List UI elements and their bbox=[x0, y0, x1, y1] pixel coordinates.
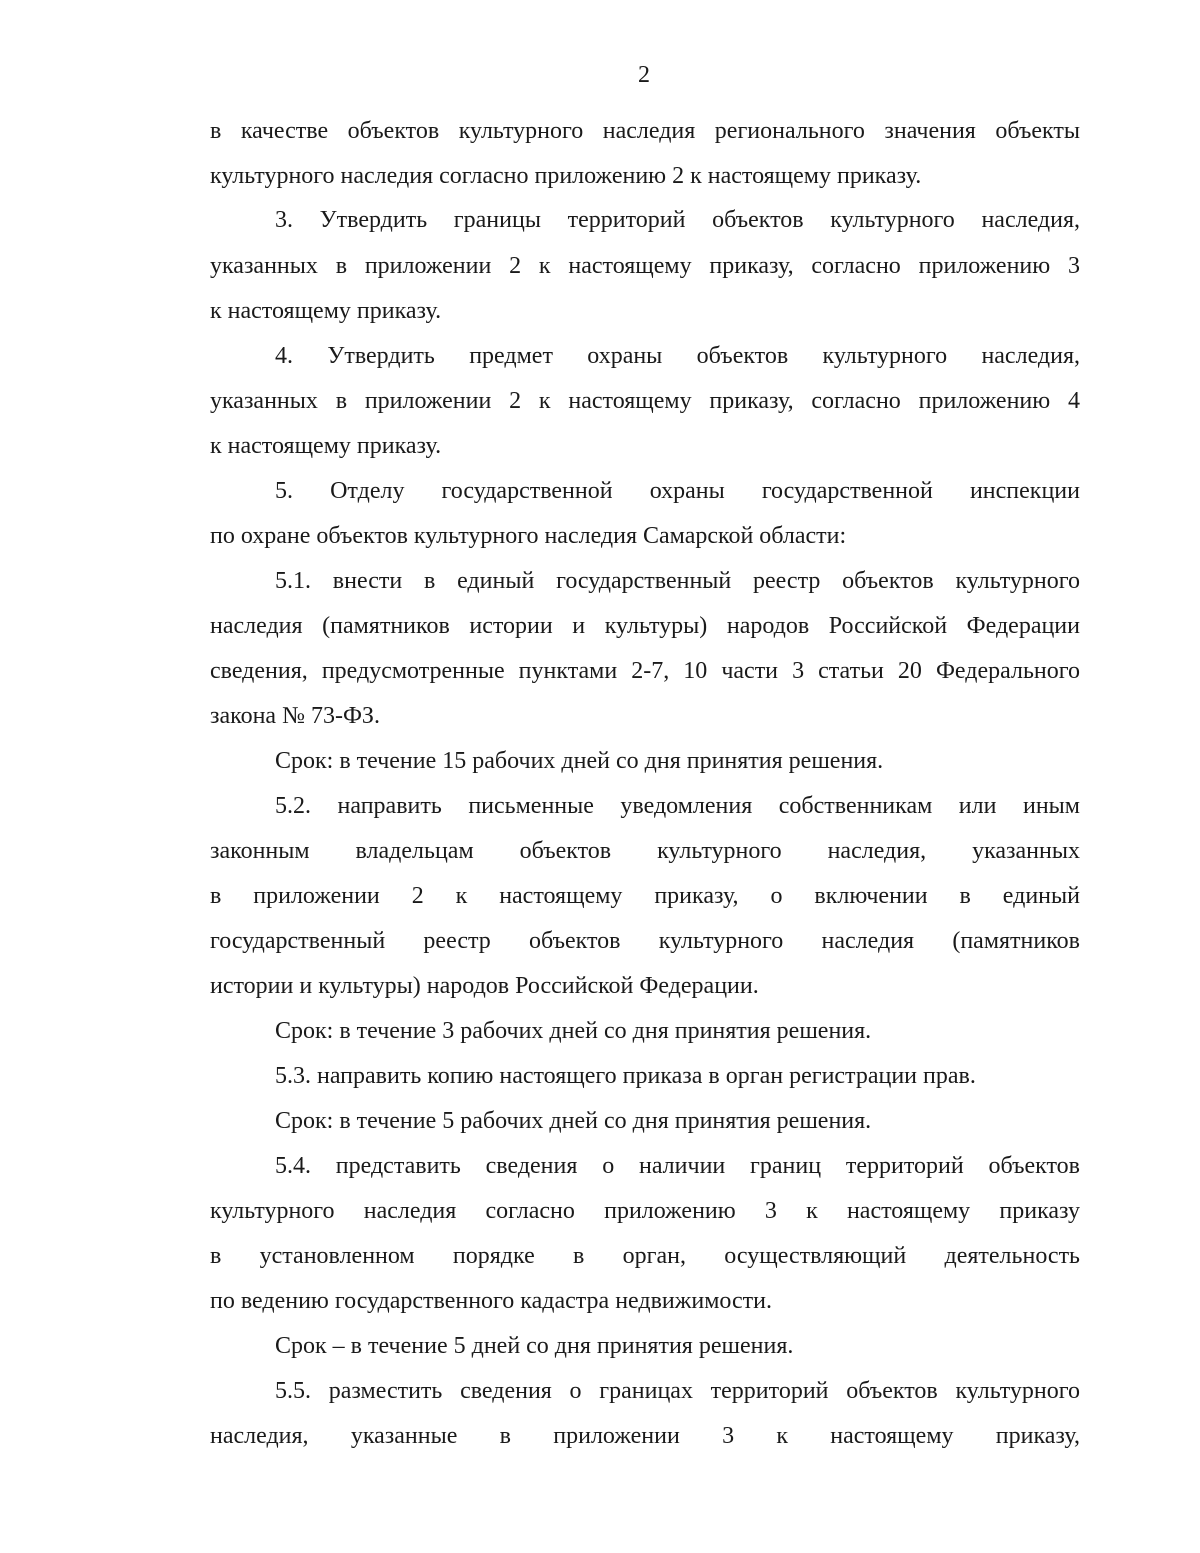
text-line: 3. Утвердить границы территорий объектов культурного наследия, bbox=[275, 207, 1080, 233]
text-line: Срок: в течение 3 рабочих дней со дня принятия решения. bbox=[275, 1018, 872, 1044]
text-line: государственный реестр объектов культурного наследия (памятников bbox=[210, 928, 1080, 954]
text-line: 5.4. представить сведения о наличии границ территорий объектов bbox=[275, 1153, 1080, 1179]
text-line: наследия, указанные в приложении 3 к настоящему приказу, bbox=[210, 1423, 1080, 1449]
text-line: культурного наследия согласно приложению 3 к настоящему приказу bbox=[210, 1198, 1080, 1224]
text-line: в качестве объектов культурного наследия регионального значения объекты bbox=[210, 118, 1080, 144]
text-line: по охране объектов культурного наследия Самарской области: bbox=[210, 523, 847, 549]
text-line: 4. Утвердить предмет охраны объектов культурного наследия, bbox=[275, 343, 1080, 369]
text-line: 5. Отделу государственной охраны государственной инспекции bbox=[275, 478, 1080, 504]
text-line: культурного наследия согласно приложению 2 к настоящему приказу. bbox=[210, 163, 922, 189]
text-line: закона № 73-ФЗ. bbox=[210, 703, 380, 729]
text-line: 5.1. внести в единый государственный реестр объектов культурного bbox=[275, 568, 1080, 594]
text-line: по ведению государственного кадастра недвижимости. bbox=[210, 1288, 772, 1314]
page-number: 2 bbox=[638, 62, 650, 88]
text-line: наследия (памятников истории и культуры) народов Российской Федерации bbox=[210, 613, 1080, 639]
text-line: в установленном порядке в орган, осуществляющий деятельность bbox=[210, 1243, 1080, 1269]
text-line: 5.3. направить копию настоящего приказа в орган регистрации прав. bbox=[275, 1063, 976, 1089]
text-line: Срок – в течение 5 дней со дня принятия решения. bbox=[275, 1333, 794, 1359]
text-line: 5.2. направить письменные уведомления собственникам или иным bbox=[275, 793, 1080, 819]
text-line: указанных в приложении 2 к настоящему приказу, согласно приложению 4 bbox=[210, 388, 1080, 414]
text-line: Срок: в течение 15 рабочих дней со дня принятия решения. bbox=[275, 748, 884, 774]
text-line: к настоящему приказу. bbox=[210, 298, 442, 324]
text-line: 5.5. разместить сведения о границах территорий объектов культурного bbox=[275, 1378, 1080, 1404]
text-line: сведения, предусмотренные пунктами 2-7, 10 части 3 статьи 20 Федерального bbox=[210, 658, 1080, 684]
text-line: истории и культуры) народов Российской Федерации. bbox=[210, 973, 759, 999]
text-line: к настоящему приказу. bbox=[210, 433, 442, 459]
text-line: Срок: в течение 5 рабочих дней со дня принятия решения. bbox=[275, 1108, 872, 1134]
text-line: указанных в приложении 2 к настоящему приказу, согласно приложению 3 bbox=[210, 253, 1080, 279]
text-line: законным владельцам объектов культурного наследия, указанных bbox=[210, 838, 1080, 864]
text-line: в приложении 2 к настоящему приказу, о включении в единый bbox=[210, 883, 1080, 909]
